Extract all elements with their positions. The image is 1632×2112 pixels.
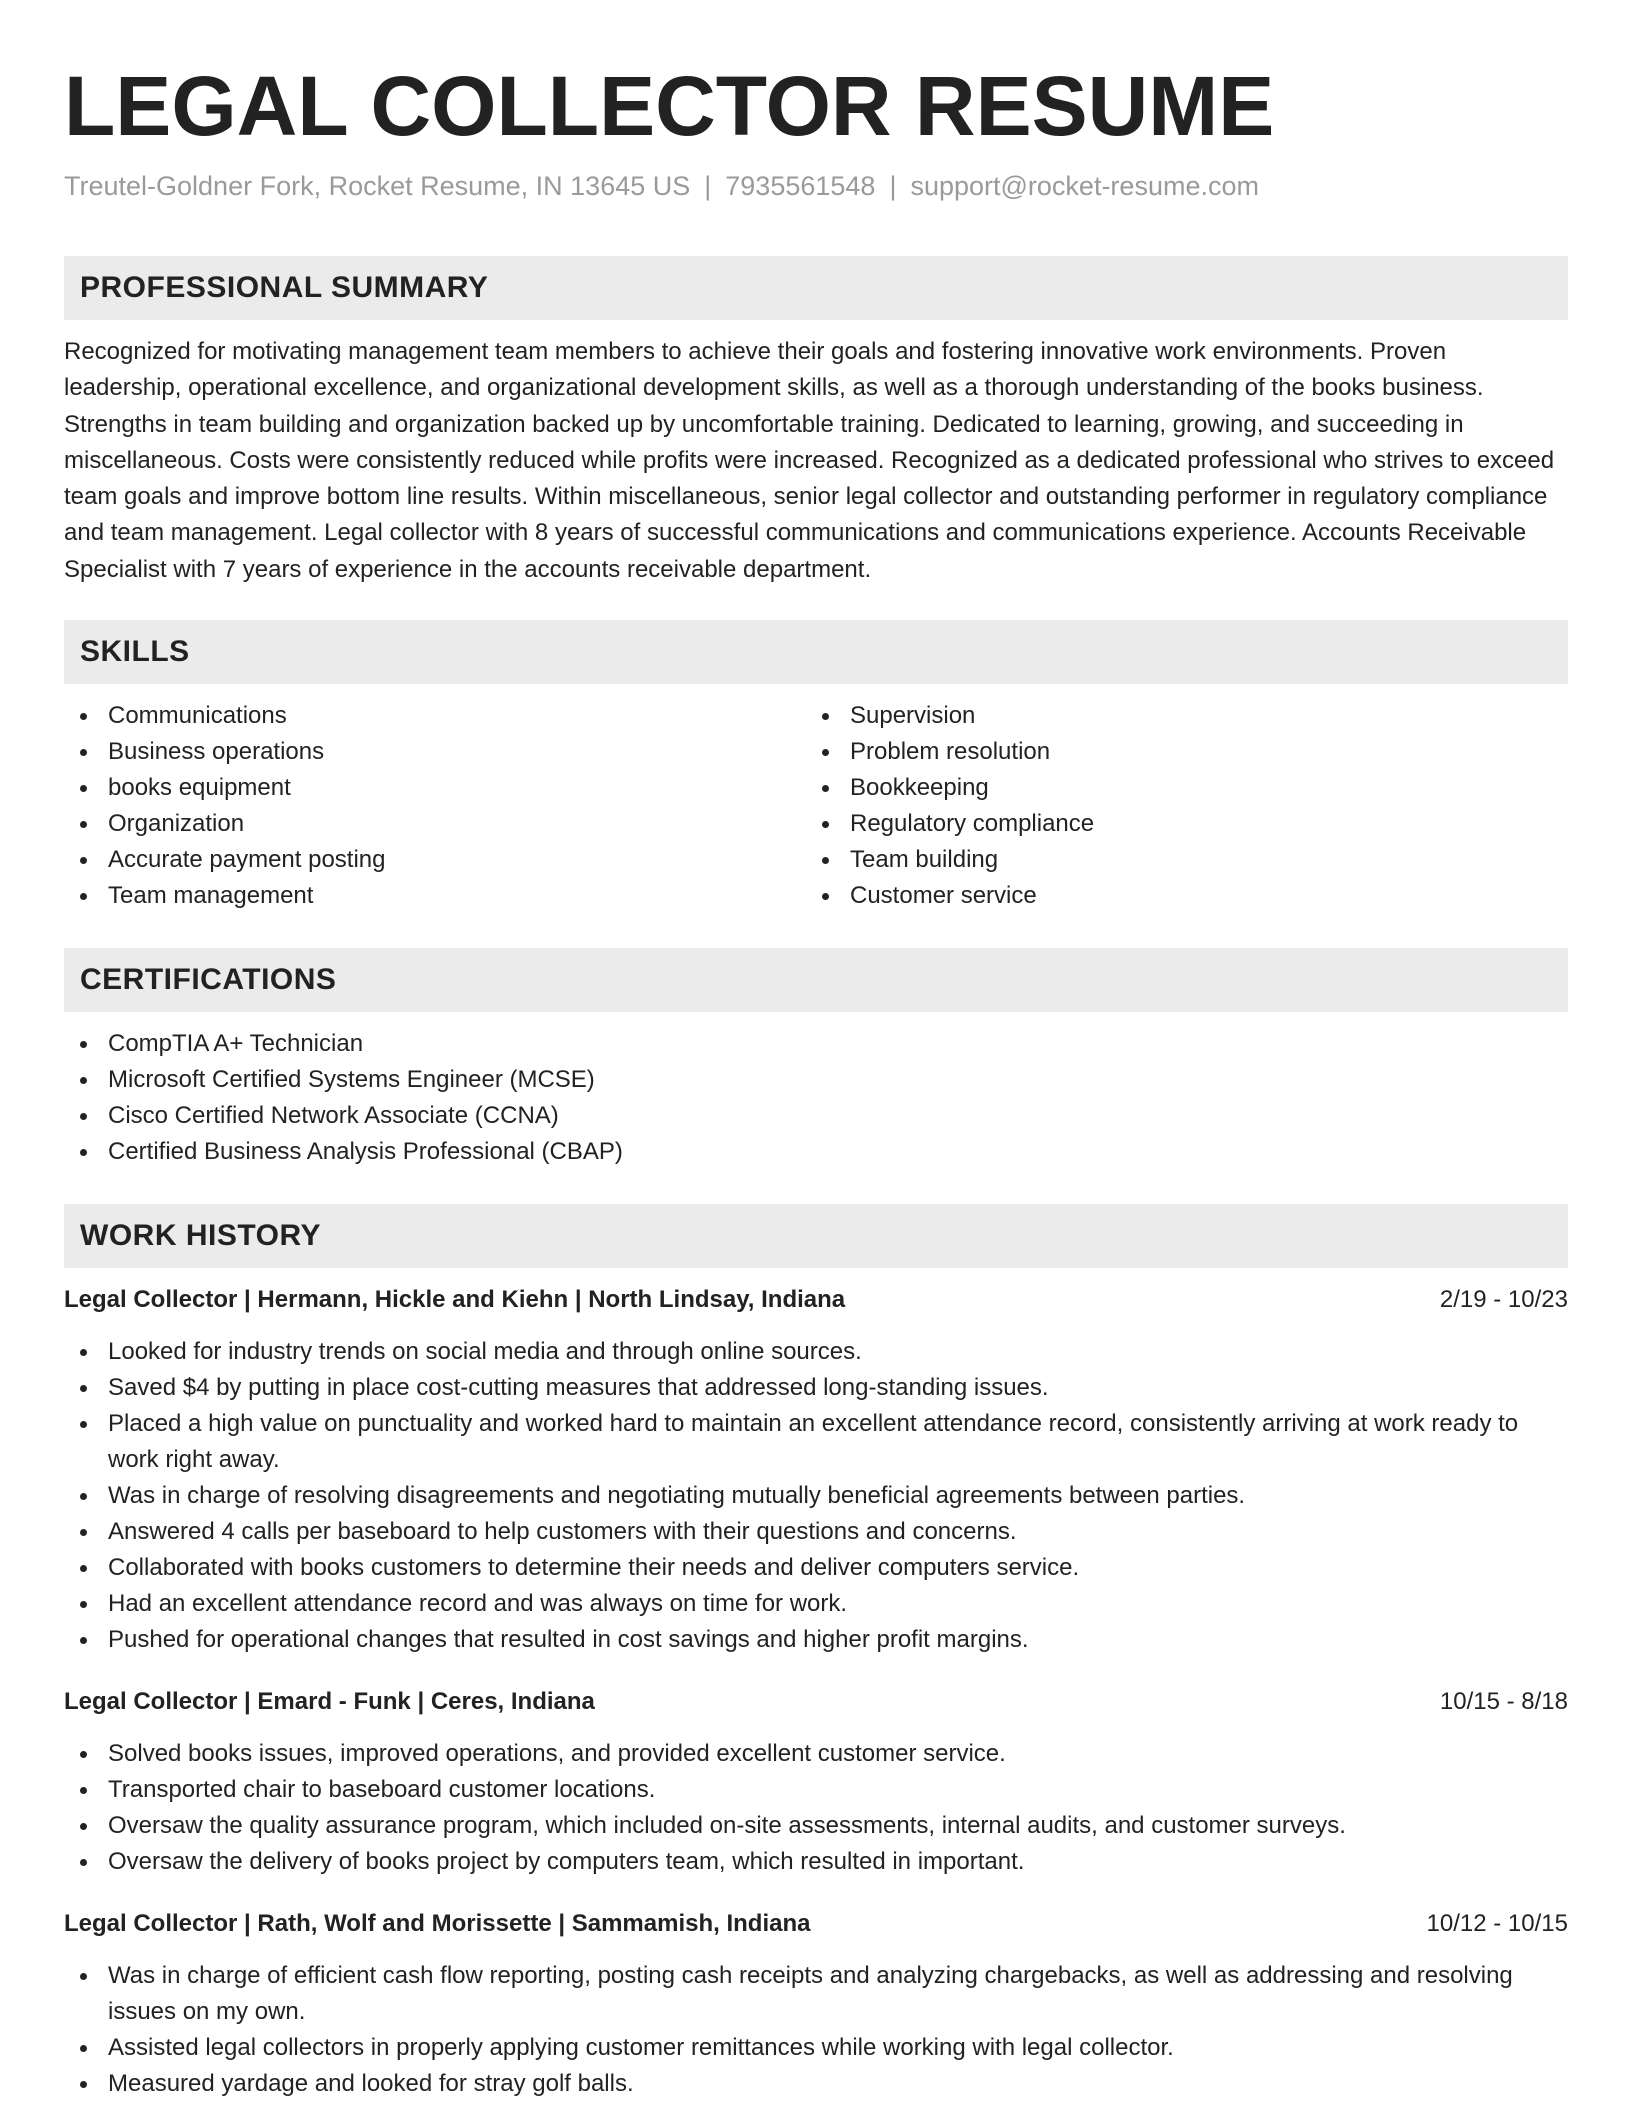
skill-item: Team building bbox=[806, 842, 1548, 878]
contact-phone: 7935561548 bbox=[725, 171, 876, 201]
certification-item: Certified Business Analysis Professional (CBAP) bbox=[64, 1134, 1568, 1170]
skill-item: Team management bbox=[64, 878, 806, 914]
skill-item: Accurate payment posting bbox=[64, 842, 806, 878]
job-bullet: Oversaw the quality assurance program, which included on-site assessments, internal audits, and customer surveys. bbox=[64, 1808, 1568, 1844]
skill-item: Bookkeeping bbox=[806, 770, 1548, 806]
work-history-section bbox=[64, 1204, 1568, 2102]
job-title: Legal Collector | Emard - Funk | Ceres, Indiana bbox=[64, 1688, 595, 1716]
work-history-heading: WORK HISTORY bbox=[64, 1204, 1568, 1268]
summary-heading: PROFESSIONAL SUMMARY bbox=[64, 256, 1568, 320]
certification-item: CompTIA A+ Technician bbox=[64, 1026, 1568, 1062]
job-bullet: Solved books issues, improved operations, and provided excellent customer service. bbox=[64, 1736, 1568, 1772]
summary-text: Recognized for motivating management team members to achieve their goals and fostering innovative work environments. Proven leadership, operational excellence, and organizational development skills, as well as a thorough understanding of the books business. Strengths in team building and organization backed up by uncomfortable training. Dedicated to learning, growing, and succeeding in miscellaneous. Costs were consistently reduced while profits were increased. Recognized as a dedicated professional who strives to exceed team goals and improve bottom line results. Within miscellaneous, senior legal collector and outstanding performer in regulatory compliance and team management. Legal collector with 8 years of successful communications and communications experience. Accounts Receivable Specialist with 7 years of experience in the accounts receivable department. bbox=[64, 338, 1555, 583]
skills-heading: SKILLS bbox=[64, 620, 1568, 684]
job-dates: 10/12 - 10/15 bbox=[1426, 1910, 1568, 1938]
job-bullet: Looked for industry trends on social media and through online sources. bbox=[64, 1334, 1568, 1370]
resume-page bbox=[64, 0, 1568, 2102]
job-header bbox=[64, 1282, 1568, 1318]
skills-columns bbox=[64, 698, 1568, 914]
certification-item: Microsoft Certified Systems Engineer (MCSE) bbox=[64, 1062, 1568, 1098]
job-dates: 2/19 - 10/23 bbox=[1439, 1286, 1568, 1314]
job-bullet: Pushed for operational changes that resulted in cost savings and higher profit margins. bbox=[64, 1622, 1568, 1658]
job-bullet: Saved $4 by putting in place cost-cutting measures that addressed long-standing issues. bbox=[64, 1370, 1568, 1406]
job-bullet: Was in charge of resolving disagreements and negotiating mutually beneficial agreements between parties. bbox=[64, 1478, 1568, 1514]
job-header bbox=[64, 1684, 1568, 1720]
contact-separator: | bbox=[704, 171, 712, 201]
skill-item: Business operations bbox=[64, 734, 806, 770]
job-header bbox=[64, 1906, 1568, 1942]
skills-left-column bbox=[64, 698, 806, 914]
job-bullet: Answered 4 calls per baseboard to help customers with their questions and concerns. bbox=[64, 1514, 1568, 1550]
certifications-list bbox=[64, 1026, 1568, 1170]
job-bullet: Transported chair to baseboard customer locations. bbox=[64, 1772, 1568, 1808]
job-entry bbox=[64, 1684, 1568, 1880]
contact-address: Treutel-Goldner Fork, Rocket Resume, IN 13645 US bbox=[64, 171, 691, 201]
skills-section bbox=[64, 620, 1568, 914]
certifications-section bbox=[64, 948, 1568, 1170]
job-bullet: Measured yardage and looked for stray golf balls. bbox=[64, 2066, 1568, 2102]
job-bullet: Placed a high value on punctuality and worked hard to maintain an excellent attendance record, consistently arriving at work ready to work right away. bbox=[64, 1406, 1568, 1478]
resume-title: LEGAL COLLECTOR RESUME bbox=[64, 59, 1275, 153]
job-title: Legal Collector | Hermann, Hickle and Kiehn | North Lindsay, Indiana bbox=[64, 1286, 846, 1314]
contact-line bbox=[64, 168, 1568, 204]
job-bullets bbox=[64, 1334, 1568, 1658]
skill-item: Customer service bbox=[806, 878, 1548, 914]
job-bullet: Had an excellent attendance record and was always on time for work. bbox=[64, 1586, 1568, 1622]
job-bullets bbox=[64, 1736, 1568, 1880]
job-entry bbox=[64, 1282, 1568, 1658]
certifications-heading: CERTIFICATIONS bbox=[64, 948, 1568, 1012]
certification-item: Cisco Certified Network Associate (CCNA) bbox=[64, 1098, 1568, 1134]
job-bullet: Assisted legal collectors in properly applying customer remittances while working with legal collector. bbox=[64, 2030, 1568, 2066]
job-entry bbox=[64, 1906, 1568, 2102]
job-bullet: Collaborated with books customers to determine their needs and deliver computers service. bbox=[64, 1550, 1568, 1586]
skill-item: Problem resolution bbox=[806, 734, 1548, 770]
contact-email: support@rocket-resume.com bbox=[910, 171, 1259, 201]
skill-item: Communications bbox=[64, 698, 806, 734]
skill-item: Supervision bbox=[806, 698, 1548, 734]
summary-section bbox=[64, 256, 1568, 588]
skill-item: Organization bbox=[64, 806, 806, 842]
job-bullets bbox=[64, 1958, 1568, 2102]
job-title: Legal Collector | Rath, Wolf and Morissette | Sammamish, Indiana bbox=[64, 1910, 811, 1938]
contact-separator: | bbox=[889, 171, 897, 201]
job-bullet: Oversaw the delivery of books project by computers team, which resulted in important. bbox=[64, 1844, 1568, 1880]
skills-right-column bbox=[806, 698, 1548, 914]
skill-item: books equipment bbox=[64, 770, 806, 806]
skill-item: Regulatory compliance bbox=[806, 806, 1548, 842]
job-dates: 10/15 - 8/18 bbox=[1439, 1688, 1568, 1716]
job-bullet: Was in charge of efficient cash flow reporting, posting cash receipts and analyzing chargebacks, as well as addressing and resolving issues on my own. bbox=[64, 1958, 1568, 2030]
